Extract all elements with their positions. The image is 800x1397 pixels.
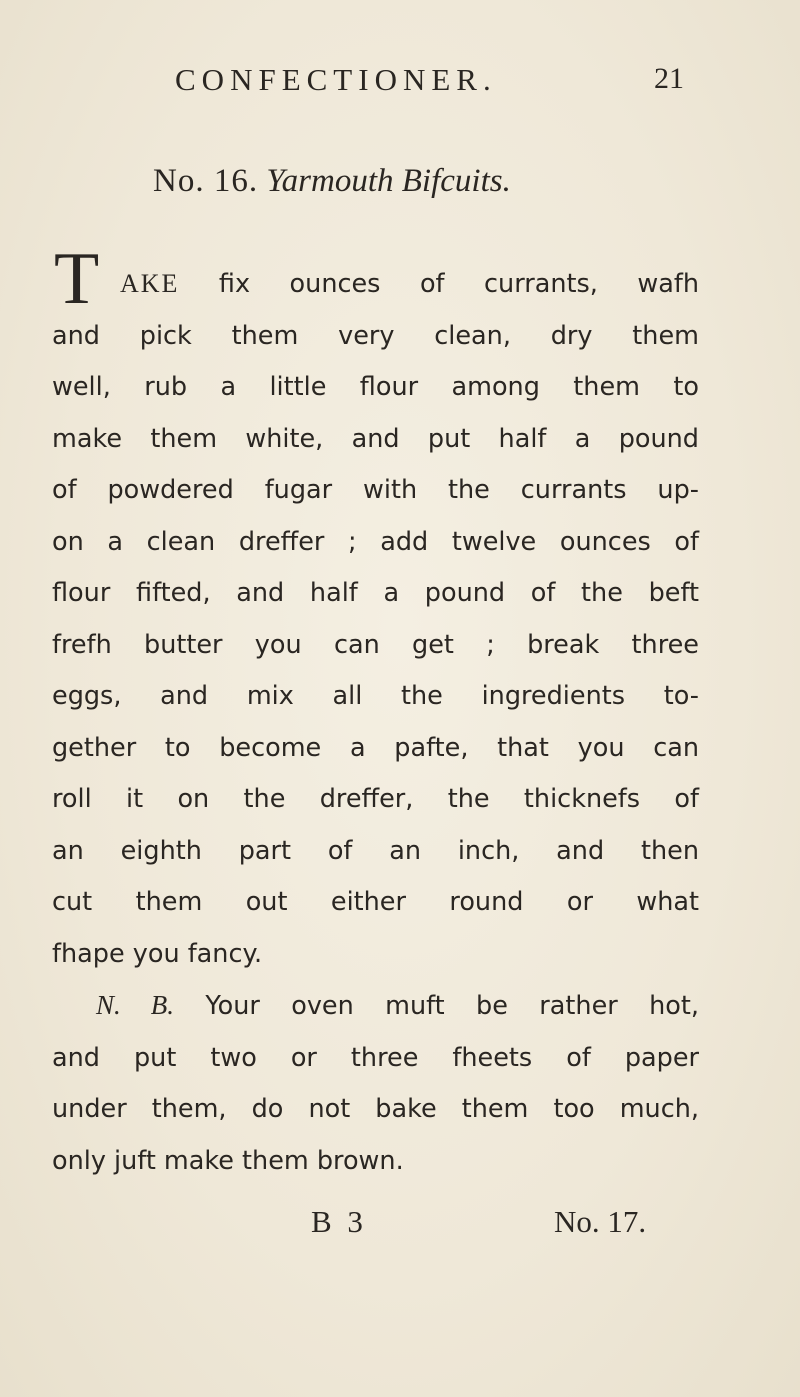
body-line: well, rub a little flour among them to — [52, 372, 699, 402]
body-line: cut them out either round or what — [52, 887, 699, 917]
body-line: of powdered fugar with the currants up- — [52, 475, 699, 505]
body-line-1 — [52, 238, 699, 320]
running-head: CONFECTIONER. — [175, 62, 497, 97]
nota-bene-line: under them, do not bake them too much, — [52, 1094, 699, 1124]
recipe-name: Yarmouth Bifcuits. — [266, 163, 511, 199]
catchword: No. 17. — [554, 1204, 647, 1239]
recipe-number: No. 16. — [153, 163, 259, 199]
nota-bene-label: N. B. — [96, 990, 175, 1020]
nota-bene-line-1 — [52, 980, 699, 1033]
recipe-title — [153, 163, 511, 200]
body-line: roll it on the dreffer, the thicknefs of — [52, 784, 699, 814]
body-line: an eighth part of an inch, and then — [52, 835, 699, 866]
nota-bene-line-rest: Your oven muft be rather hot, — [174, 991, 699, 1021]
body-line: and pick them very clean, dry them — [52, 320, 699, 351]
first-line-rest: fix ounces of currants, wafh — [179, 269, 699, 299]
body-line: flour fifted, and half a pound of the beft — [52, 578, 699, 608]
body-line: eggs, and mix all the ingredients to- — [52, 681, 699, 711]
page-footer — [0, 1204, 800, 1254]
signature-mark: B 3 — [311, 1204, 367, 1239]
body-line: gether to become a pafte, that you can — [52, 732, 699, 763]
first-word-caps: AKE — [120, 269, 180, 298]
body-line: make them white, and put half a pound — [52, 423, 699, 454]
nota-bene-line: only juft make them brown. — [52, 1145, 404, 1176]
body-line: on a clean dreffer ; add twelve ounces of — [52, 526, 699, 557]
page-number: 21 — [654, 62, 684, 95]
recipe-body — [52, 238, 752, 1187]
page-header — [0, 62, 800, 102]
drop-cap: T — [54, 238, 100, 320]
body-line: fhape you fancy. — [52, 938, 263, 969]
body-line: frefh butter you can get ; break three — [52, 629, 699, 660]
nota-bene-line: and put two or three fheets of paper — [52, 1042, 699, 1073]
